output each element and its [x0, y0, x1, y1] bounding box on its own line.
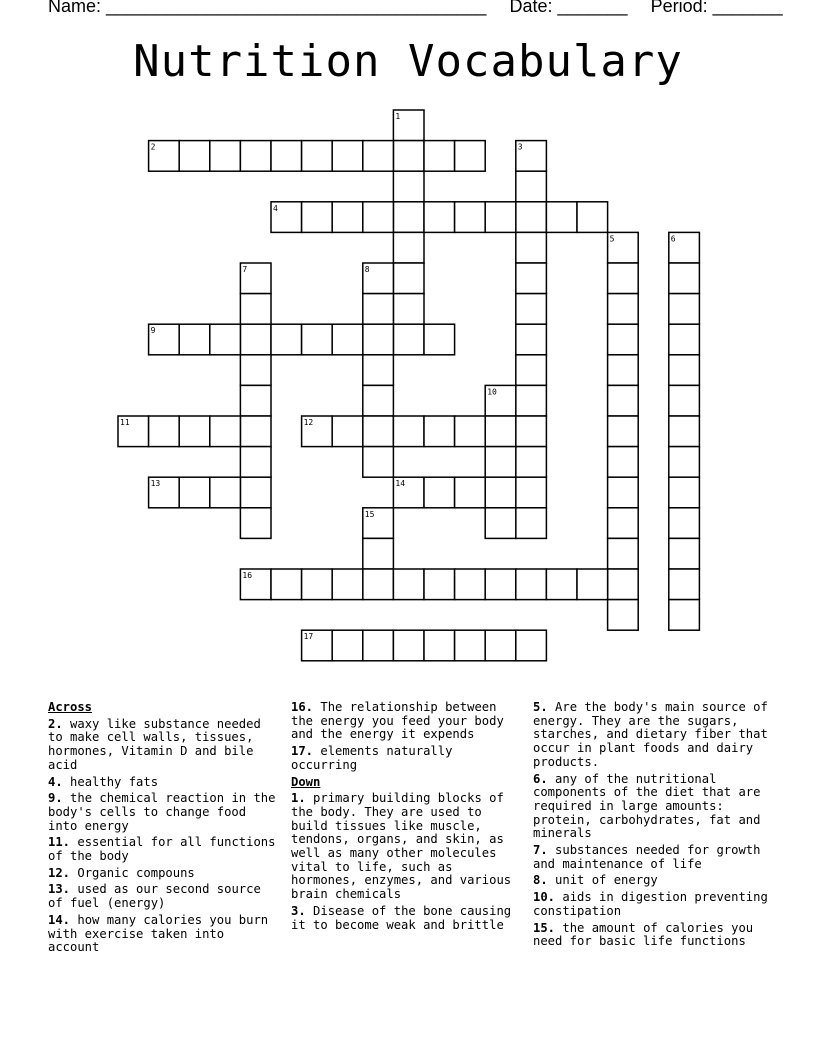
crossword-cell[interactable] [485, 508, 516, 539]
crossword-cell[interactable] [240, 477, 271, 508]
clue-item [291, 905, 523, 932]
crossword-cell[interactable] [608, 294, 639, 325]
cell-number: 12 [303, 418, 314, 427]
crossword-cell[interactable] [485, 447, 516, 478]
cell-number: 10 [487, 387, 497, 397]
crossword-cell[interactable] [302, 324, 333, 355]
crossword-cell[interactable] [608, 324, 639, 355]
crossword-cell[interactable] [455, 630, 486, 661]
crossword-cell[interactable] [363, 385, 394, 416]
clue-text: unit of energy [547, 873, 658, 888]
clue-item [533, 844, 769, 871]
crossword-cell[interactable] [424, 141, 455, 172]
crossword-cell[interactable] [608, 416, 639, 447]
clue-text: elements naturally occurring [291, 744, 453, 772]
clue-item [48, 792, 280, 833]
crossword-cell[interactable] [516, 447, 547, 478]
clue-item [291, 701, 523, 742]
crossword-cell[interactable] [332, 202, 363, 233]
clue-number: 1. [291, 791, 306, 806]
crossword-cell[interactable] [271, 141, 302, 172]
crossword-cell[interactable] [516, 324, 547, 355]
crossword-cell[interactable] [393, 324, 424, 355]
crossword-cell[interactable] [608, 569, 639, 600]
crossword-cell[interactable] [669, 508, 700, 539]
clue-item [533, 874, 769, 888]
clues-column-2 [291, 701, 523, 935]
clue-text: how many calories you burn with exercise taken into account [48, 912, 269, 955]
clue-text: essential for all functions of the body [48, 835, 276, 864]
crossword-cell[interactable] [363, 416, 394, 447]
cell-number: 17 [303, 632, 314, 642]
crossword-cell[interactable] [608, 477, 639, 508]
crossword-cell[interactable] [669, 385, 700, 416]
crossword-cell[interactable] [669, 324, 700, 355]
clue-item [48, 867, 280, 881]
crossword-cell[interactable] [302, 141, 333, 172]
clue-text: The relationship between the energy you feed your body and the energy it expends [291, 700, 504, 742]
crossword-cell[interactable] [577, 569, 608, 600]
crossword-cell[interactable] [332, 569, 363, 600]
clue-item [48, 914, 280, 955]
clue-number: 11. [48, 835, 71, 850]
crossword-cell[interactable] [332, 416, 363, 447]
down-heading: Down [291, 774, 321, 789]
crossword-cell[interactable] [210, 324, 241, 355]
cell-number: 13 [150, 479, 161, 489]
clues-column-3 [533, 701, 769, 952]
crossword-cell[interactable] [485, 416, 516, 447]
crossword-cell[interactable] [179, 324, 210, 355]
crossword-cell[interactable] [240, 141, 271, 172]
crossword-cell[interactable] [455, 202, 486, 233]
clue-number: 17. [291, 744, 314, 759]
clue-number: 8. [533, 873, 548, 888]
clue-number: 3. [291, 903, 306, 918]
crossword-cell[interactable] [669, 416, 700, 447]
cell-number: 4 [273, 203, 278, 213]
crossword-cell[interactable] [393, 202, 424, 233]
crossword-cell[interactable] [669, 355, 700, 386]
crossword-cell[interactable] [608, 508, 639, 539]
crossword-cell[interactable] [363, 324, 394, 355]
crossword-cell[interactable] [210, 477, 241, 508]
clue-number: 7. [533, 843, 548, 858]
crossword-cell[interactable] [608, 447, 639, 478]
clue-item [533, 922, 769, 949]
clue-number: 5. [533, 700, 548, 714]
cell-number: 9 [150, 326, 156, 336]
crossword-cell[interactable] [393, 263, 424, 294]
crossword-cell[interactable] [393, 294, 424, 325]
crossword-cell[interactable] [179, 416, 210, 447]
crossword-cell[interactable] [455, 416, 486, 447]
crossword-cell[interactable] [179, 477, 210, 508]
crossword-cell[interactable] [302, 202, 333, 233]
crossword-cell[interactable] [608, 385, 639, 416]
crossword-cell[interactable] [516, 202, 547, 233]
crossword-cell[interactable] [240, 324, 271, 355]
crossword-cell[interactable] [608, 538, 639, 569]
across-heading: Across [48, 700, 93, 714]
clue-text: Organic compouns [70, 865, 195, 880]
crossword-cell[interactable] [608, 600, 639, 631]
crossword-cell[interactable] [669, 569, 700, 600]
clue-item [48, 883, 280, 910]
crossword-cell[interactable] [455, 569, 486, 600]
crossword-cell[interactable] [363, 202, 394, 233]
crossword-cell[interactable] [271, 324, 302, 355]
clue-number: 9. [48, 791, 63, 806]
crossword-cell[interactable] [393, 232, 424, 263]
clue-text: primary building blocks of the body. They are used to build tissues like muscle, tendons, organs, and skin, as well as many other molecules vital to life, such as hormones, enzymes, and various brain chemicals [291, 791, 512, 902]
page-title: Nutrition Vocabulary [133, 36, 683, 87]
clue-text: waxy like substance needed to make cell walls, tissues, hormones, Vitamin D and bile acid [48, 716, 261, 772]
crossword-cell[interactable] [363, 355, 394, 386]
cell-number: 6 [670, 234, 676, 244]
crossword-cell[interactable] [516, 508, 547, 539]
clue-text: any of the nutritional components of the diet that are required in large amounts: protein, carbohydrates, fat and minerals [533, 771, 761, 841]
clue-text: Disease of the bone causing it to become weak and brittle [291, 903, 512, 932]
clue-item [48, 776, 280, 790]
crossword-cell[interactable] [240, 294, 271, 325]
crossword-cell[interactable] [516, 355, 547, 386]
crossword-cell[interactable] [516, 385, 547, 416]
clue-item [533, 891, 769, 918]
clue-item [48, 718, 280, 773]
crossword-cell[interactable] [363, 447, 394, 478]
crossword-cell[interactable] [424, 416, 455, 447]
crossword-cell[interactable] [516, 294, 547, 325]
date-field-label: Date: _______ [509, 0, 628, 16]
clue-item [291, 745, 523, 772]
crossword-cell[interactable] [455, 141, 486, 172]
crossword-cell[interactable] [516, 263, 547, 294]
crossword-cell[interactable] [485, 202, 516, 233]
crossword-cell[interactable] [363, 630, 394, 661]
crossword-cell[interactable] [210, 141, 241, 172]
clue-number: 12. [48, 865, 71, 880]
cell-number: 15 [364, 509, 375, 519]
crossword-cell[interactable] [546, 569, 577, 600]
clue-item [533, 773, 769, 842]
crossword-cell[interactable] [240, 508, 271, 539]
crossword-cell[interactable] [516, 477, 547, 508]
crossword-cell[interactable] [424, 569, 455, 600]
crossword-cell[interactable] [179, 141, 210, 172]
crossword-cell[interactable] [608, 263, 639, 294]
crossword-cell[interactable] [485, 569, 516, 600]
crossword-cell[interactable] [608, 355, 639, 386]
crossword-cell[interactable] [240, 416, 271, 447]
crossword-cell[interactable] [393, 569, 424, 600]
clue-item [48, 836, 280, 863]
crossword-cell[interactable] [363, 538, 394, 569]
crossword-cell[interactable] [332, 324, 363, 355]
cell-number: 2 [150, 142, 156, 152]
clue-text: used as our second source of fuel (energy) [48, 882, 261, 911]
crossword-cell[interactable] [516, 569, 547, 600]
crossword-cell[interactable] [332, 630, 363, 661]
crossword-cell[interactable] [516, 232, 547, 263]
cell-number: 16 [242, 571, 253, 580]
clue-item [291, 792, 523, 902]
cell-number: 3 [517, 142, 523, 152]
crossword-cell[interactable] [516, 416, 547, 447]
cell-number: 8 [364, 265, 370, 274]
crossword-cell[interactable] [669, 538, 700, 569]
crossword-cell[interactable] [393, 416, 424, 447]
crossword-cell[interactable] [669, 294, 700, 325]
crossword-cell[interactable] [240, 355, 271, 386]
cell-number: 14 [395, 479, 406, 489]
clue-number: 6. [533, 771, 548, 786]
clue-number: 13. [48, 882, 71, 897]
clue-number: 16. [291, 700, 314, 714]
crossword-cell[interactable] [302, 569, 333, 600]
cell-number: 7 [242, 265, 248, 274]
crossword-cell[interactable] [485, 477, 516, 508]
crossword-cell[interactable] [363, 569, 394, 600]
clue-number: 15. [533, 920, 556, 935]
crossword-cell[interactable] [240, 385, 271, 416]
crossword-cell[interactable] [669, 600, 700, 631]
crossword-cell[interactable] [332, 141, 363, 172]
crossword-cell[interactable] [516, 630, 547, 661]
crossword-cell[interactable] [485, 630, 516, 661]
clue-number: 4. [48, 774, 63, 789]
clue-text: the chemical reaction in the body's cells to change food into energy [48, 791, 276, 833]
crossword-cell[interactable] [516, 171, 547, 202]
crossword-cell[interactable] [546, 202, 577, 233]
clue-text: Are the body's main source of energy. They are the sugars, starches, and dietary fiber that occur in plant foods and dairy products. [533, 700, 768, 769]
crossword-cell[interactable] [424, 630, 455, 661]
clue-number: 2. [48, 716, 63, 731]
clue-text: healthy fats [62, 774, 159, 789]
crossword-cell[interactable] [669, 263, 700, 294]
crossword-cell[interactable] [363, 141, 394, 172]
crossword-cell[interactable] [240, 447, 271, 478]
clue-number: 14. [48, 912, 71, 927]
crossword-cell[interactable] [363, 294, 394, 325]
crossword-cell[interactable] [577, 202, 608, 233]
clue-text: the amount of calories you need for basic life functions [533, 920, 754, 949]
crossword-cell[interactable] [424, 324, 455, 355]
crossword-cell[interactable] [149, 416, 180, 447]
cell-number: 1 [395, 112, 401, 121]
crossword-cell[interactable] [424, 202, 455, 233]
cell-number: 5 [609, 234, 615, 244]
crossword-cell[interactable] [271, 569, 302, 600]
crossword-cell[interactable] [393, 141, 424, 172]
clue-text: substances needed for growth and maintenance of life [533, 843, 761, 871]
crossword-cell[interactable] [669, 477, 700, 508]
crossword-cell[interactable] [393, 630, 424, 661]
clue-text: aids in digestion preventing constipation [533, 890, 768, 918]
crossword-cell[interactable] [455, 477, 486, 508]
cell-number: 11 [120, 418, 130, 427]
crossword-cell[interactable] [669, 447, 700, 478]
name-field-label: Name: ______________________________________ [48, 0, 487, 16]
clues-column-1 [48, 701, 280, 958]
crossword-cell[interactable] [210, 416, 241, 447]
period-field-label: Period: _______ [650, 0, 783, 16]
clue-item [533, 701, 769, 770]
crossword-cell[interactable] [393, 171, 424, 202]
clue-number: 10. [533, 890, 556, 905]
crossword-cell[interactable] [424, 477, 455, 508]
